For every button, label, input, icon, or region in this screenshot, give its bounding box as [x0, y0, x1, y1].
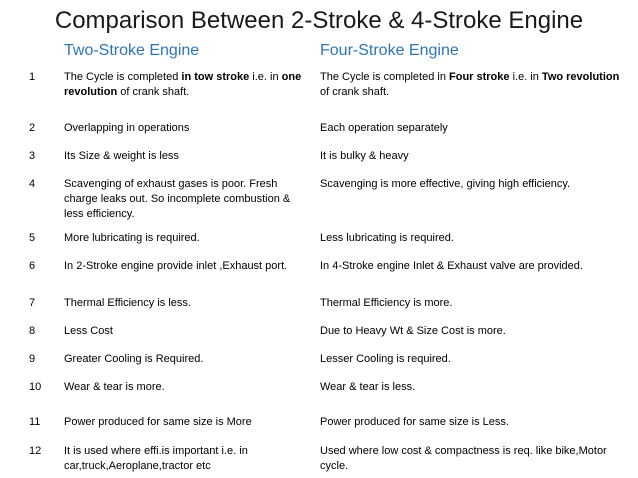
row-number: 11 [29, 416, 41, 428]
cell-text: of crank shaft. [320, 86, 390, 98]
two-stroke-cell: Overlapping in operations [64, 122, 190, 134]
cell-text: i.e. in [509, 71, 542, 83]
row-number: 1 [29, 71, 36, 83]
two-stroke-cell: Scavenging of exhaust gases is poor. Fresh charge leaks out. So incomplete combustion & less efficiency. [64, 178, 291, 220]
row-number: 4 [29, 178, 36, 190]
row-number: 2 [29, 122, 36, 134]
cell-text: The Cycle is completed [64, 71, 182, 83]
four-stroke-cell [320, 70, 620, 100]
four-stroke-cell: Power produced for same size is Less. [320, 416, 509, 428]
two-stroke-cell: Power produced for same size is More [64, 416, 252, 428]
two-stroke-cell: Wear & tear is more. [64, 381, 165, 393]
cell-text: The Cycle is completed in [320, 71, 449, 83]
column-header-four-stroke: Four-Stroke Engine [320, 42, 459, 59]
four-stroke-cell: It is bulky & heavy [320, 150, 409, 162]
four-stroke-cell: Used where low cost & compactness is req. like bike,Motor cycle. [320, 445, 607, 472]
row-number: 8 [29, 325, 36, 337]
two-stroke-cell: Its Size & weight is less [64, 150, 179, 162]
row-number: 6 [29, 260, 36, 272]
two-stroke-cell: Greater Cooling is Required. [64, 353, 204, 365]
page-title: Comparison Between 2-Stroke & 4-Stroke Engine [54, 7, 584, 34]
two-stroke-cell: It is used where effi.is important i.e. in car,truck,Aeroplane,tractor etc [64, 445, 248, 472]
column-header-two-stroke: Two-Stroke Engine [64, 42, 200, 59]
four-stroke-cell: Lesser Cooling is required. [320, 353, 451, 365]
four-stroke-cell: In 4-Stroke engine Inlet & Exhaust valve are provided. [320, 260, 583, 272]
two-stroke-cell: Thermal Efficiency is less. [64, 297, 191, 309]
cell-text-bold: one revolution [64, 71, 302, 98]
four-stroke-cell: Each operation separately [320, 122, 448, 134]
row-number: 5 [29, 232, 36, 244]
two-stroke-cell [64, 70, 310, 100]
four-stroke-cell: Wear & tear is less. [320, 381, 416, 393]
cell-text-bold: Two revolution [541, 71, 620, 83]
cell-text-bold: Four stroke [449, 71, 510, 83]
two-stroke-cell: More lubricating is required. [64, 232, 200, 244]
two-stroke-cell: Less Cost [64, 325, 113, 337]
row-number: 9 [29, 353, 36, 365]
four-stroke-cell: Thermal Efficiency is more. [320, 297, 453, 309]
cell-text: of crank shaft. [117, 86, 190, 98]
two-stroke-cell: In 2-Stroke engine provide inlet ,Exhaust port. [64, 260, 288, 272]
row-number: 7 [29, 297, 36, 309]
four-stroke-cell: Due to Heavy Wt & Size Cost is more. [320, 325, 506, 337]
four-stroke-cell: Less lubricating is required. [320, 232, 454, 244]
cell-text-bold: in tow stroke [181, 71, 250, 83]
row-number: 10 [29, 381, 42, 393]
row-number: 3 [29, 150, 36, 162]
four-stroke-cell: Scavenging is more effective, giving high efficiency. [320, 178, 571, 190]
row-number: 12 [29, 445, 42, 457]
cell-text: i.e. in [249, 71, 282, 83]
